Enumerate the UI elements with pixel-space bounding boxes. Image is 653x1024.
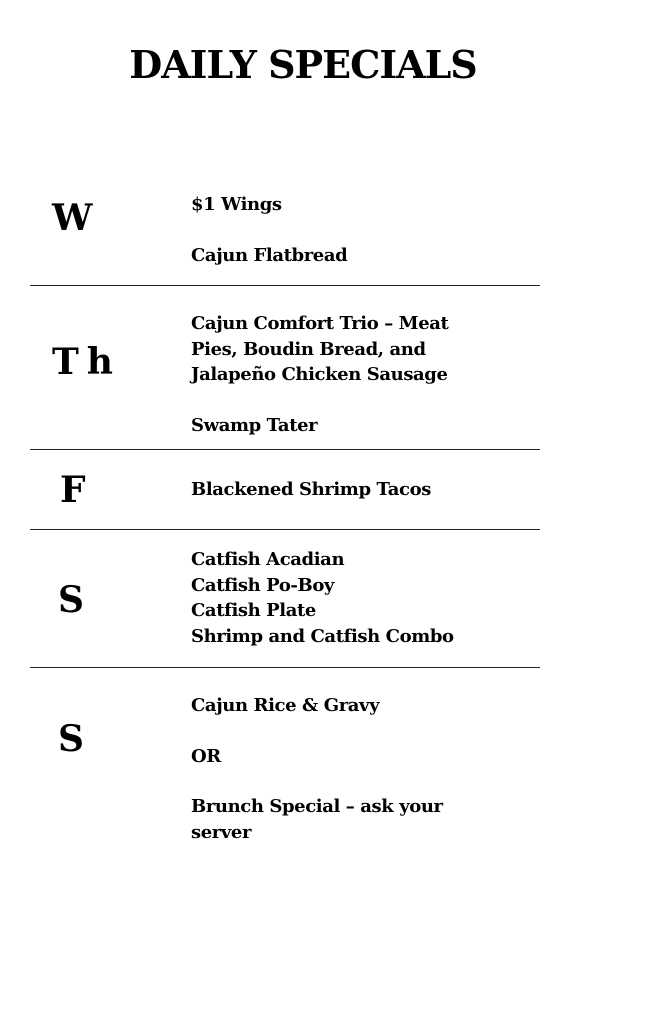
- special-item: Catfish Acadian: [191, 549, 345, 570]
- day-label-saturday: S: [58, 579, 84, 621]
- special-item-or: OR: [191, 745, 221, 767]
- day-label-sunday: S: [58, 718, 84, 760]
- special-item: $1 Wings: [191, 194, 282, 215]
- divider: [30, 529, 540, 530]
- specials-list-thursday: [191, 311, 521, 438]
- special-item: Shrimp and Catfish Combo: [191, 625, 454, 647]
- special-item: Cajun Rice & Gravy: [191, 695, 380, 716]
- special-item: Cajun Flatbread: [191, 245, 348, 266]
- divider: [30, 285, 540, 286]
- specials-list-sunday: [191, 693, 521, 845]
- special-item: Catfish Po-Boy: [191, 574, 334, 596]
- day-label-wednesday: W: [52, 197, 93, 239]
- special-item: Catfish Plate: [191, 600, 316, 621]
- specials-list-friday: [191, 477, 521, 502]
- special-item: server: [191, 821, 252, 843]
- page-title: DAILY SPECIALS: [129, 42, 477, 87]
- special-item: Swamp Tater: [191, 414, 318, 436]
- specials-list-wednesday: [191, 193, 521, 268]
- divider: [30, 449, 540, 450]
- special-item: Blackened Shrimp Tacos: [191, 479, 431, 500]
- special-item: Brunch Special – ask your: [191, 796, 443, 817]
- day-label-friday: F: [60, 469, 86, 511]
- special-item: Pies, Boudin Bread, and: [191, 338, 426, 360]
- special-item: Jalapeño Chicken Sausage: [191, 364, 448, 385]
- special-item: Cajun Comfort Trio – Meat: [191, 313, 449, 334]
- divider: [30, 667, 540, 668]
- day-label-thursday: Th: [52, 341, 121, 383]
- specials-list-saturday: [191, 547, 521, 649]
